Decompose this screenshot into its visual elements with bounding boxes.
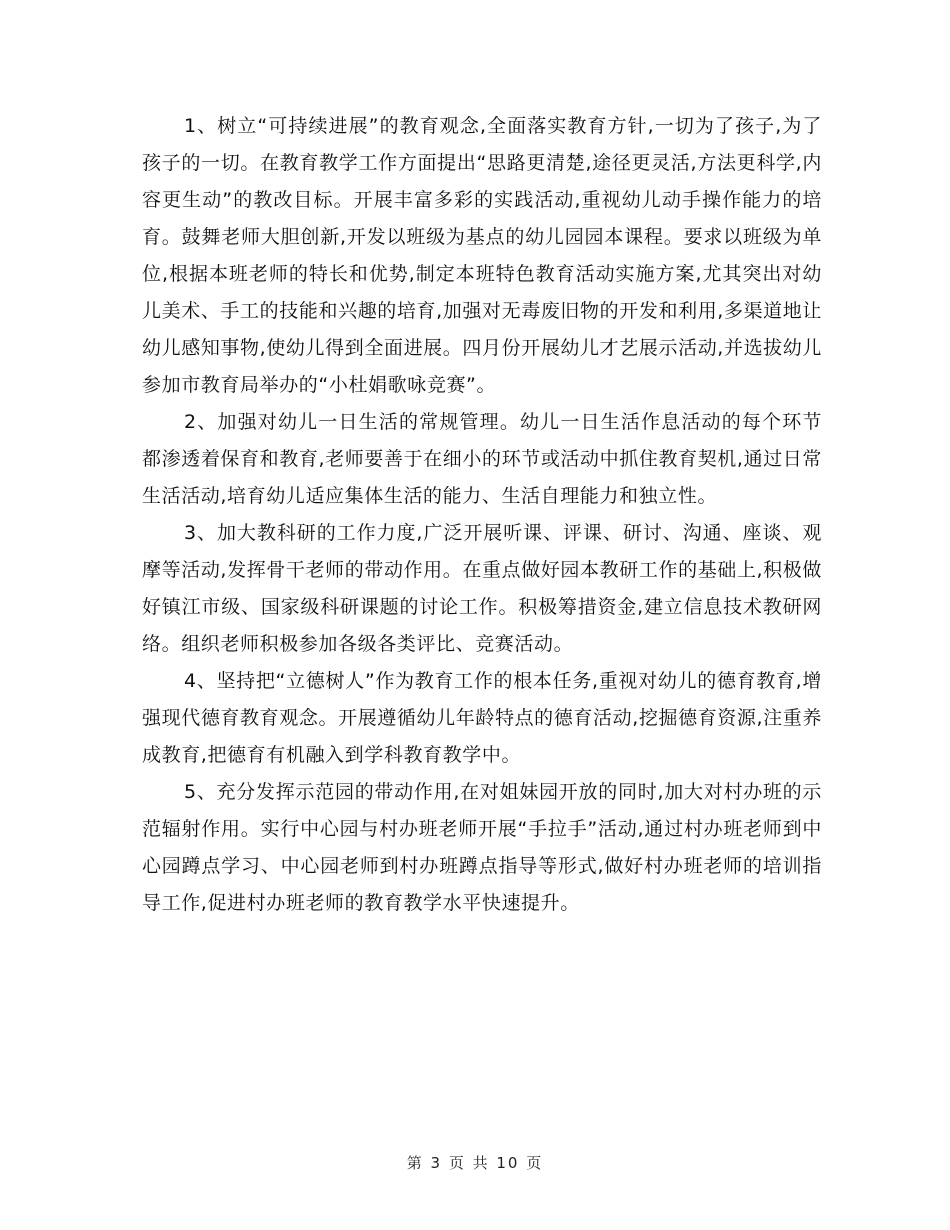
paragraph-5: 5、充分发挥示范园的带动作用,在对姐妹园开放的同时,加大对村办班的示范辐射作用。实行中心园与村办班老师开展“手拉手”活动,通过村办班老师到中心园蹲点学习、中心园老师到村办班蹲点指导等形式,做好村办班老师的培训指导工作,促进村办班老师的教育教学水平快速提升。 <box>142 781 822 914</box>
paragraph-2: 2、加强对幼儿一日生活的常规管理。幼儿一日生活作息活动的每个环节都渗透着保育和教育,老师要善于在细小的环节或活动中抓住教育契机,通过日常生活活动,培育幼儿适应集体生活的能力、生活自理能力和独立性。 <box>142 411 822 507</box>
document-body <box>142 108 822 922</box>
paragraph-3: 3、加大教科研的工作力度,广泛开展听课、评课、研讨、沟通、座谈、观摩等活动,发挥骨干老师的带动作用。在重点做好园本教研工作的基础上,积极做好镇江市级、国家级科研课题的讨论工作。积极筹措资金,建立信息技术教研网络。组织老师积极参加各级各类评比、竞赛活动。 <box>142 522 822 655</box>
page-number-footer: 第 3 页 共 10 页 <box>406 1154 544 1172</box>
paragraph-4: 4、坚持把“立德树人”作为教育工作的根本任务,重视对幼儿的德育教育,增强现代德育教育观念。开展遵循幼儿年龄特点的德育活动,挖掘德育资源,注重养成教育,把德育有机融入到学科教育教学中。 <box>142 670 822 766</box>
paragraph-1: 1、树立“可持续进展”的教育观念,全面落实教育方针,一切为了孩子,为了孩子的一切。在教育教学工作方面提出“思路更清楚,途径更灵活,方法更科学,内容更生动”的教改目标。开展丰富多彩的实践活动,重视幼儿动手操作能力的培育。鼓舞老师大胆创新,开发以班级为基点的幼儿园园本课程。要求以班级为单位,根据本班老师的特长和优势,制定本班特色教育活动实施方案,尤其突出对幼儿美术、手工的技能和兴趣的培育,加强对无毒废旧物的开发和利用,多渠道地让幼儿感知事物,使幼儿得到全面进展。四月份开展幼儿才艺展示活动,并选拔幼儿参加市教育局举办的“小杜娟歌咏竞赛”。 <box>142 115 822 396</box>
